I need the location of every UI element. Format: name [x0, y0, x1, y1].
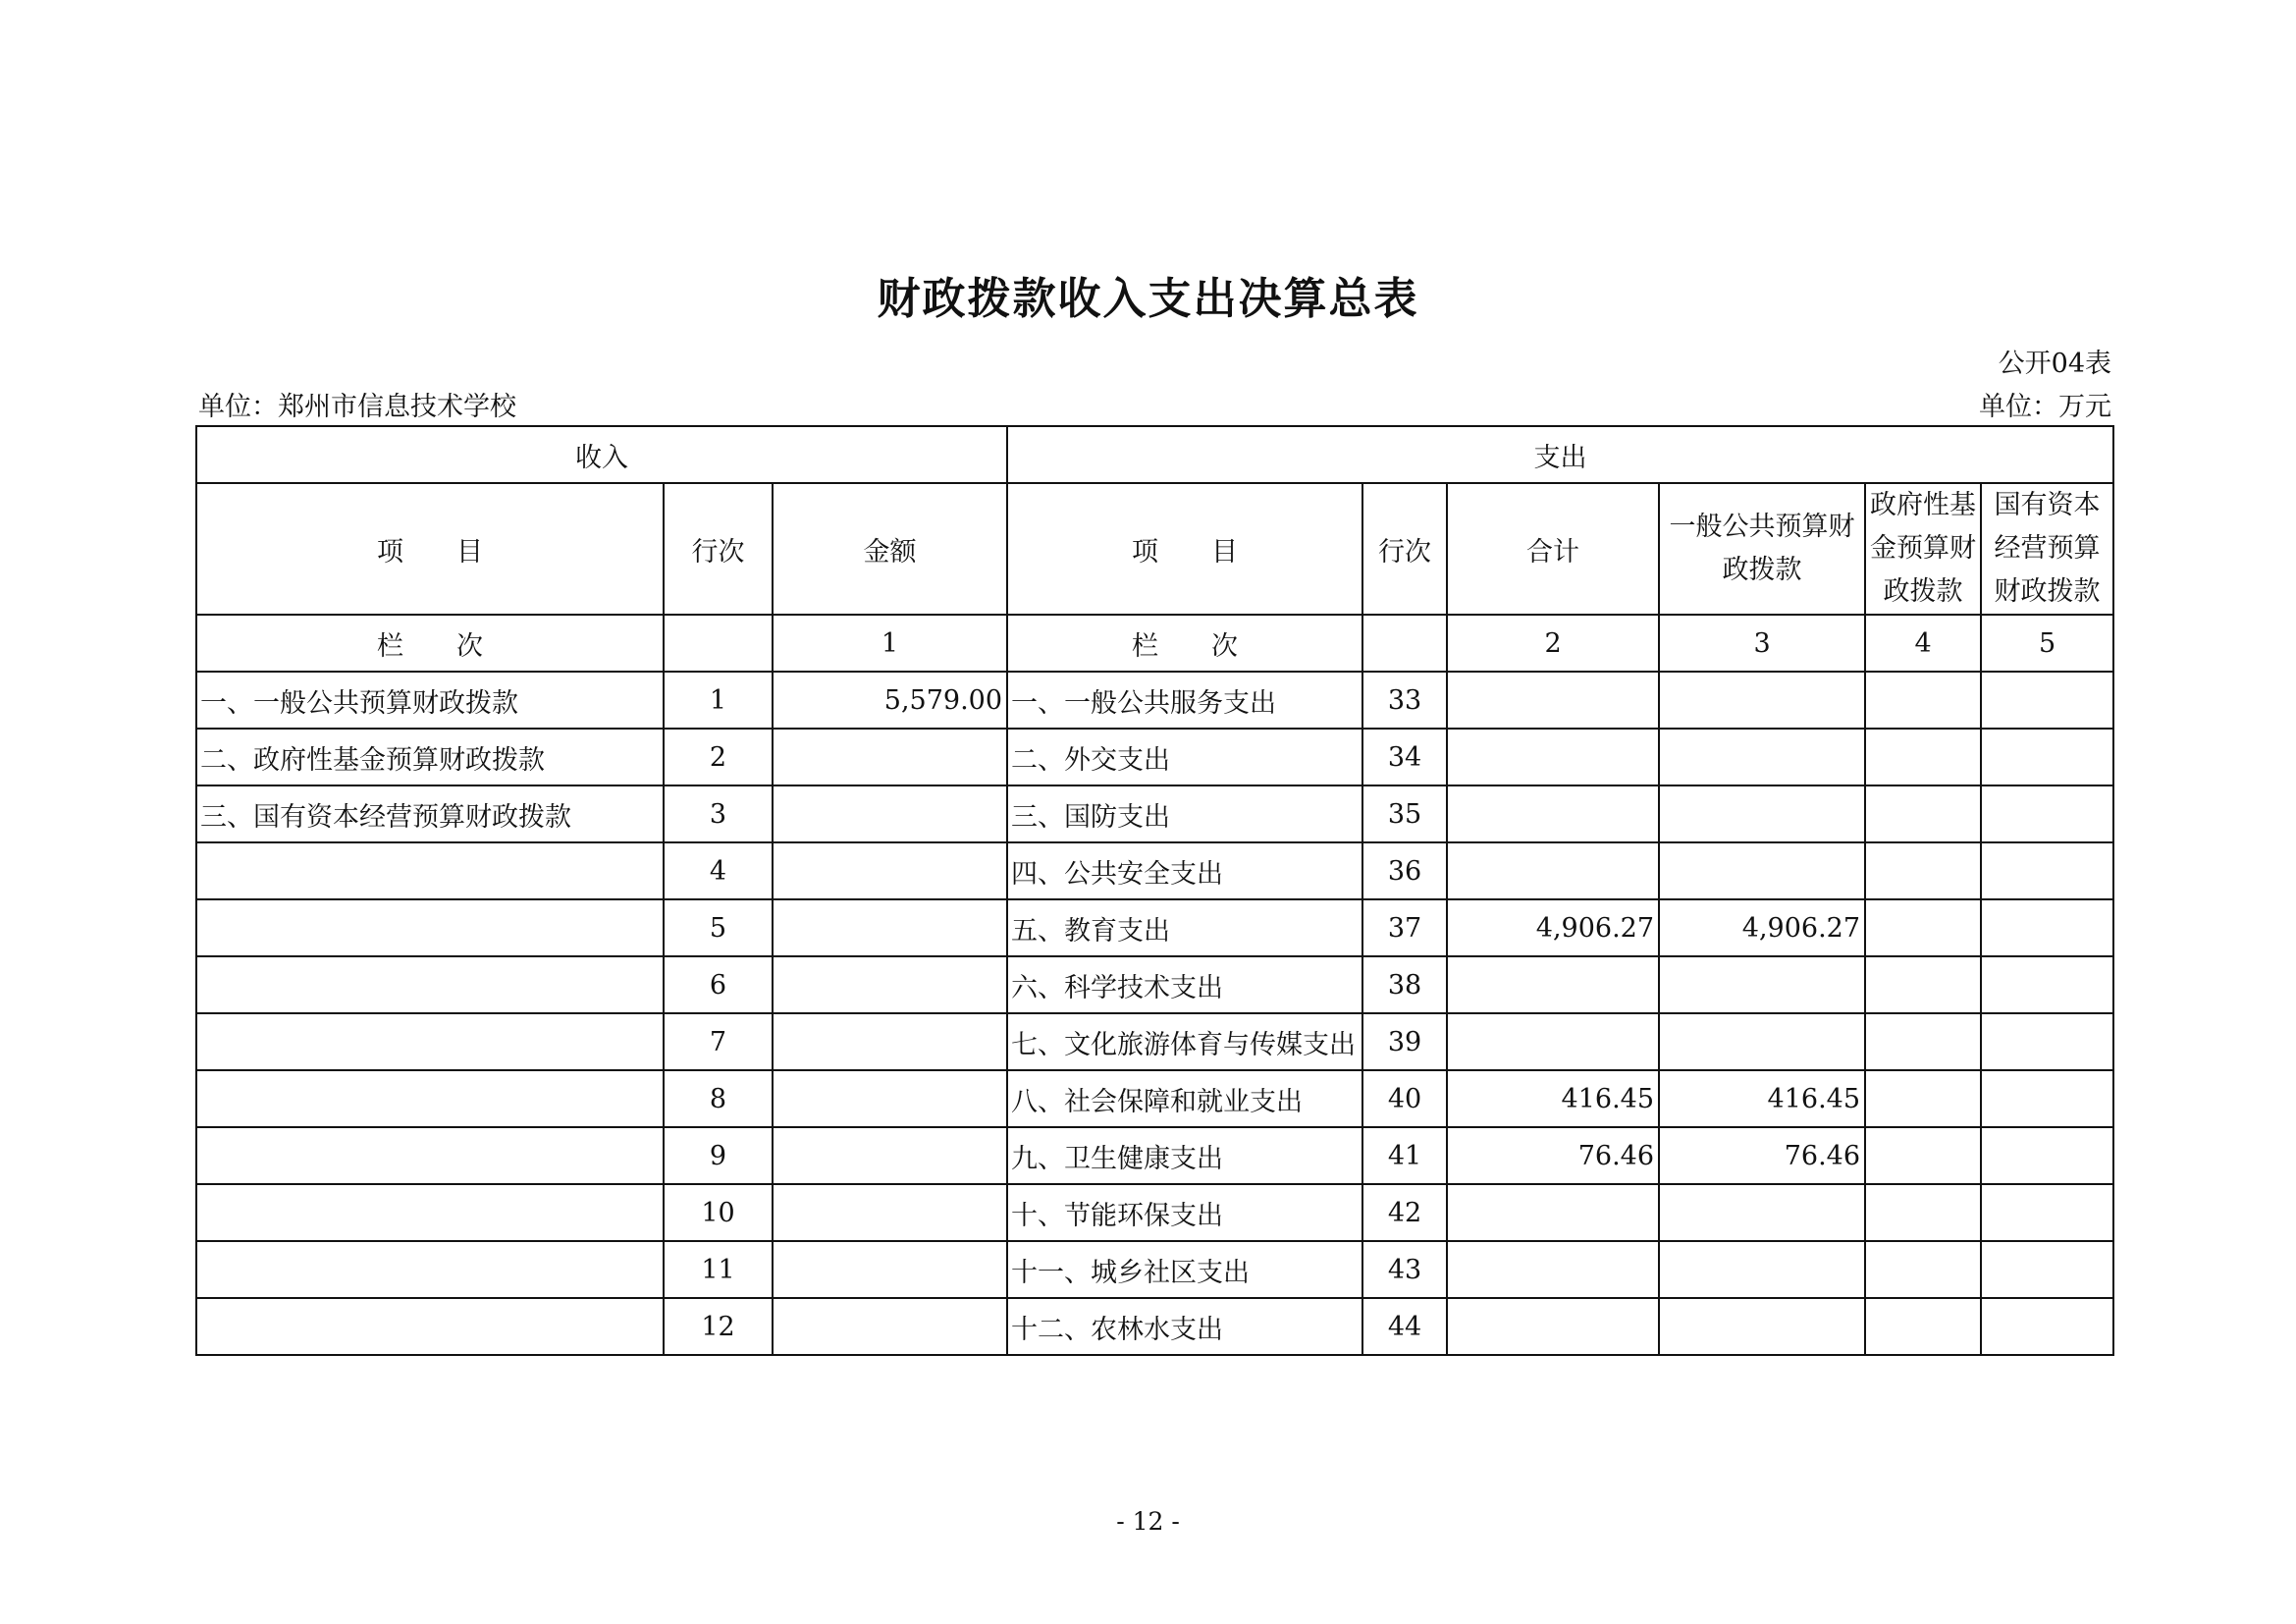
- total-cell: [1447, 1241, 1659, 1298]
- state-capital-header: 国有资本经营预算财政拨款: [1981, 483, 2113, 615]
- income-row-no-cell: 7: [664, 1013, 773, 1070]
- reporting-unit: 单位：郑州市信息技术学校: [198, 392, 516, 422]
- budget-table: [195, 425, 2114, 1356]
- state-capital-cell: [1981, 899, 2113, 956]
- gov-fund-cell: [1865, 1241, 1981, 1298]
- general-budget-cell: 416.45: [1659, 1070, 1865, 1127]
- expense-row-no-cell: 37: [1362, 899, 1447, 956]
- income-row-no-cell: 10: [664, 1184, 773, 1241]
- state-capital-cell: [1981, 1070, 2113, 1127]
- col-num-blank: [1362, 615, 1447, 672]
- gov-fund-cell: [1865, 842, 1981, 899]
- income-amount-cell: [773, 1298, 1007, 1355]
- currency-unit: 单位：万元: [1979, 392, 2111, 422]
- state-capital-cell: [1981, 842, 2113, 899]
- gov-fund-cell: [1865, 1298, 1981, 1355]
- expense-row-no-cell: 38: [1362, 956, 1447, 1013]
- table-row: [196, 842, 2113, 899]
- form-number: 公开04表: [1998, 349, 2111, 379]
- expense-row-no-cell: 36: [1362, 842, 1447, 899]
- state-capital-cell: [1981, 1013, 2113, 1070]
- state-capital-cell: [1981, 1241, 2113, 1298]
- expense-item-cell: 七、文化旅游体育与传媒支出: [1007, 1013, 1362, 1070]
- table-row: [196, 1013, 2113, 1070]
- table-row: [196, 899, 2113, 956]
- col-num-blank: [664, 615, 773, 672]
- table-row: [196, 956, 2113, 1013]
- general-budget-cell: 76.46: [1659, 1127, 1865, 1184]
- state-capital-cell: [1981, 785, 2113, 842]
- income-row-no-cell: 5: [664, 899, 773, 956]
- expense-header: 支出: [1007, 426, 2113, 483]
- income-item-cell: 二、政府性基金预算财政拨款: [196, 729, 664, 785]
- expense-row-no-cell: 39: [1362, 1013, 1447, 1070]
- income-item-cell: [196, 1127, 664, 1184]
- gov-fund-cell: [1865, 899, 1981, 956]
- expense-item-cell: 四、公共安全支出: [1007, 842, 1362, 899]
- state-capital-cell: [1981, 1127, 2113, 1184]
- general-budget-header: 一般公共预算财政拨款: [1659, 483, 1865, 615]
- gov-fund-cell: [1865, 1127, 1981, 1184]
- income-amount-cell: [773, 899, 1007, 956]
- income-row-no-cell: 9: [664, 1127, 773, 1184]
- general-budget-cell: [1659, 1298, 1865, 1355]
- income-item-cell: [196, 956, 664, 1013]
- income-amount-cell: 5,579.00: [773, 672, 1007, 729]
- income-item-cell: 三、国有资本经营预算财政拨款: [196, 785, 664, 842]
- total-cell: [1447, 729, 1659, 785]
- total-cell: 76.46: [1447, 1127, 1659, 1184]
- expense-row-no-cell: 43: [1362, 1241, 1447, 1298]
- col-label-income: 栏 次: [196, 615, 664, 672]
- expense-item-cell: 二、外交支出: [1007, 729, 1362, 785]
- col-num-total: 2: [1447, 615, 1659, 672]
- income-item-header: 项 目: [196, 483, 664, 615]
- expense-item-cell: 十二、农林水支出: [1007, 1298, 1362, 1355]
- header-row-1: [196, 426, 2113, 483]
- page-title: 财政拨款收入支出决算总表: [877, 274, 1419, 324]
- table-row: [196, 729, 2113, 785]
- gov-fund-cell: [1865, 729, 1981, 785]
- expense-item-cell: 三、国防支出: [1007, 785, 1362, 842]
- general-budget-cell: [1659, 729, 1865, 785]
- gov-fund-cell: [1865, 785, 1981, 842]
- state-capital-cell: [1981, 956, 2113, 1013]
- gov-fund-cell: [1865, 1013, 1981, 1070]
- expense-item-cell: 六、科学技术支出: [1007, 956, 1362, 1013]
- col-num-income-amount: 1: [773, 615, 1007, 672]
- income-item-cell: [196, 1241, 664, 1298]
- income-amount-header: 金额: [773, 483, 1007, 615]
- income-row-no-cell: 1: [664, 672, 773, 729]
- total-cell: [1447, 1184, 1659, 1241]
- expense-row-no-cell: 40: [1362, 1070, 1447, 1127]
- income-amount-cell: [773, 1013, 1007, 1070]
- total-cell: 4,906.27: [1447, 899, 1659, 956]
- income-item-cell: [196, 842, 664, 899]
- state-capital-cell: [1981, 672, 2113, 729]
- income-item-cell: [196, 1013, 664, 1070]
- income-amount-cell: [773, 842, 1007, 899]
- income-amount-cell: [773, 785, 1007, 842]
- page-number: - 12 -: [1116, 1507, 1180, 1536]
- col-num-general: 3: [1659, 615, 1865, 672]
- general-budget-cell: [1659, 672, 1865, 729]
- expense-item-cell: 八、社会保障和就业支出: [1007, 1070, 1362, 1127]
- expense-item-cell: 九、卫生健康支出: [1007, 1127, 1362, 1184]
- gov-fund-cell: [1865, 672, 1981, 729]
- general-budget-cell: [1659, 842, 1865, 899]
- col-num-state-capital: 5: [1981, 615, 2113, 672]
- gov-fund-cell: [1865, 1070, 1981, 1127]
- table-row: [196, 1070, 2113, 1127]
- income-item-cell: [196, 899, 664, 956]
- income-row-no-cell: 4: [664, 842, 773, 899]
- income-header: 收入: [196, 426, 1007, 483]
- total-cell: [1447, 1013, 1659, 1070]
- income-amount-cell: [773, 1070, 1007, 1127]
- general-budget-cell: [1659, 1241, 1865, 1298]
- income-row-no-cell: 3: [664, 785, 773, 842]
- general-budget-cell: 4,906.27: [1659, 899, 1865, 956]
- income-item-cell: [196, 1184, 664, 1241]
- general-budget-cell: [1659, 956, 1865, 1013]
- expense-row-no-cell: 44: [1362, 1298, 1447, 1355]
- table-row: [196, 1298, 2113, 1355]
- income-row-no-cell: 8: [664, 1070, 773, 1127]
- col-num-gov-fund: 4: [1865, 615, 1981, 672]
- expense-row-no-cell: 42: [1362, 1184, 1447, 1241]
- income-row-no-cell: 12: [664, 1298, 773, 1355]
- expense-row-no-cell: 34: [1362, 729, 1447, 785]
- expense-item-header: 项 目: [1007, 483, 1362, 615]
- expense-row-no-cell: 35: [1362, 785, 1447, 842]
- gov-fund-cell: [1865, 1184, 1981, 1241]
- total-cell: [1447, 672, 1659, 729]
- expense-item-cell: 十一、城乡社区支出: [1007, 1241, 1362, 1298]
- total-cell: [1447, 1298, 1659, 1355]
- gov-fund-cell: [1865, 956, 1981, 1013]
- state-capital-cell: [1981, 1298, 2113, 1355]
- income-row-no-cell: 2: [664, 729, 773, 785]
- income-row-no-cell: 11: [664, 1241, 773, 1298]
- table-row: [196, 1127, 2113, 1184]
- general-budget-cell: [1659, 1184, 1865, 1241]
- gov-fund-header: 政府性基金预算财政拨款: [1865, 483, 1981, 615]
- income-row-no-header: 行次: [664, 483, 773, 615]
- income-amount-cell: [773, 1127, 1007, 1184]
- header-row-2: [196, 483, 2113, 615]
- total-cell: 416.45: [1447, 1070, 1659, 1127]
- income-amount-cell: [773, 956, 1007, 1013]
- table-row: [196, 1184, 2113, 1241]
- total-cell: [1447, 785, 1659, 842]
- income-amount-cell: [773, 1241, 1007, 1298]
- total-header: 合计: [1447, 483, 1659, 615]
- table-row: [196, 1241, 2113, 1298]
- income-row-no-cell: 6: [664, 956, 773, 1013]
- table-row: [196, 672, 2113, 729]
- income-amount-cell: [773, 729, 1007, 785]
- income-item-cell: [196, 1298, 664, 1355]
- general-budget-cell: [1659, 785, 1865, 842]
- total-cell: [1447, 842, 1659, 899]
- expense-row-no-cell: 41: [1362, 1127, 1447, 1184]
- expense-row-no-header: 行次: [1362, 483, 1447, 615]
- state-capital-cell: [1981, 729, 2113, 785]
- income-amount-cell: [773, 1184, 1007, 1241]
- expense-item-cell: 十、节能环保支出: [1007, 1184, 1362, 1241]
- income-item-cell: [196, 1070, 664, 1127]
- income-item-cell: 一、一般公共预算财政拨款: [196, 672, 664, 729]
- col-label-expense: 栏 次: [1007, 615, 1362, 672]
- expense-item-cell: 五、教育支出: [1007, 899, 1362, 956]
- general-budget-cell: [1659, 1013, 1865, 1070]
- column-number-row: [196, 615, 2113, 672]
- total-cell: [1447, 956, 1659, 1013]
- expense-item-cell: 一、一般公共服务支出: [1007, 672, 1362, 729]
- expense-row-no-cell: 33: [1362, 672, 1447, 729]
- state-capital-cell: [1981, 1184, 2113, 1241]
- table-row: [196, 785, 2113, 842]
